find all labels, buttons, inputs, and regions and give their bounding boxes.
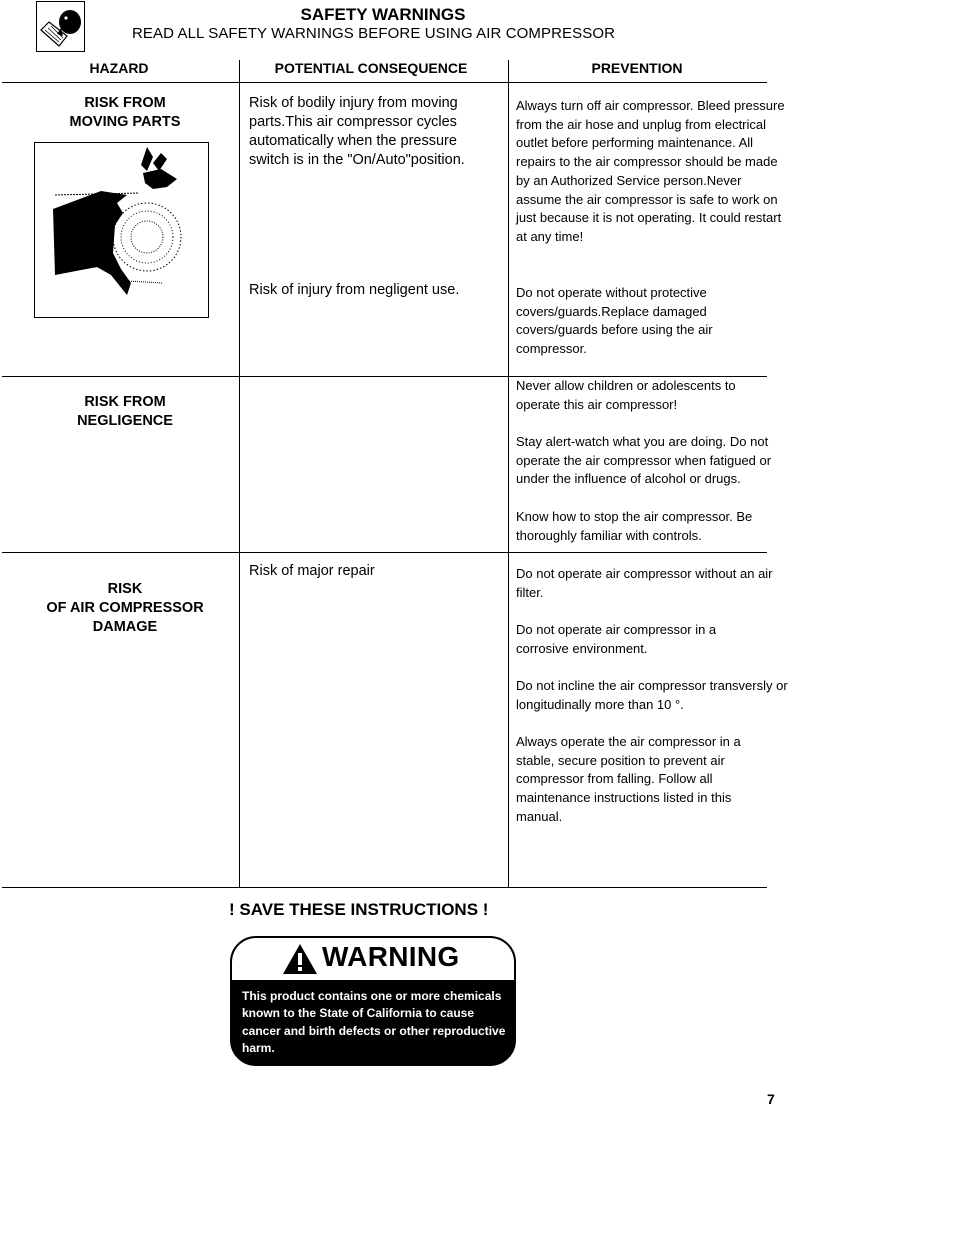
column-header-prevention: PREVENTION bbox=[591, 60, 683, 76]
prevention-text: Do not operate air compressor in a corrosive environment. bbox=[516, 622, 717, 656]
save-instructions: ! SAVE THESE INSTRUCTIONS ! bbox=[229, 900, 489, 919]
prevention-text: Do not incline the air compressor transversly or longitudinally more than 10 °. bbox=[516, 678, 788, 712]
hazard-compressor-damage: RISK OF AIR COMPRESSOR DAMAGE bbox=[46, 581, 204, 635]
table-top-rule bbox=[2, 82, 767, 83]
column-divider bbox=[239, 60, 240, 888]
row-divider bbox=[2, 552, 767, 553]
column-divider bbox=[508, 60, 509, 888]
alert-triangle-icon bbox=[282, 943, 318, 980]
prevention-text: Always operate the air compressor in a stable, secure position to prevent air compressor from falling. Follow all maintenance instructions listed in this manual. bbox=[516, 734, 741, 824]
prevention-text: Never allow children or adolescents to operate this air compressor! bbox=[516, 378, 736, 412]
page-number: 7 bbox=[767, 1091, 775, 1107]
consequence-text: Risk of injury from negligent use. bbox=[249, 282, 460, 298]
hazard-moving-parts: RISK FROM MOVING PARTS bbox=[69, 95, 181, 130]
prevention-text: Always turn off air compressor. Bleed pressure from the air hose and unplug from electrical outlet before performing maintenance. All repairs to the air compressor should be made by an Authorized Service person.Never assume the air compressor is safe to work on just because it is not operating. It could restart at any time! bbox=[516, 98, 785, 244]
warning-title: WARNING bbox=[322, 941, 460, 972]
prevention-text: Do not operate without protective covers/guards.Replace damaged covers/guards before using the air compressor. bbox=[516, 285, 713, 357]
hand-entanglement-icon bbox=[34, 142, 209, 318]
prevention-text: Do not operate air compressor without an air filter. bbox=[516, 566, 773, 600]
page-subtitle: READ ALL SAFETY WARNINGS BEFORE USING AIR COMPRESSOR bbox=[132, 25, 616, 42]
consequence-text: Risk of major repair bbox=[249, 563, 375, 579]
prevention-text: Stay alert-watch what you are doing. Do not operate the air compressor when fatigued or under the influence of alcohol or drugs. bbox=[516, 434, 772, 487]
column-header-consequence: POTENTIAL CONSEQUENCE bbox=[274, 60, 468, 76]
hazard-negligence: RISK FROM NEGLIGENCE bbox=[77, 394, 173, 429]
page-title: SAFETY WARNINGS bbox=[300, 5, 466, 24]
consequence-text: Risk of bodily injury from moving parts.This air compressor cycles automatically when the pressure switch is in the "On/Auto"position. bbox=[249, 95, 465, 168]
prevention-text: Know how to stop the air compressor. Be thoroughly familiar with controls. bbox=[516, 509, 753, 543]
column-header-hazard: HAZARD bbox=[89, 60, 149, 76]
warning-text: This product contains one or more chemicals known to the State of California to cause cancer and birth defects or other reproductive harm. bbox=[242, 989, 506, 1055]
warning-label bbox=[230, 936, 516, 1066]
table-bottom-rule bbox=[2, 887, 767, 888]
